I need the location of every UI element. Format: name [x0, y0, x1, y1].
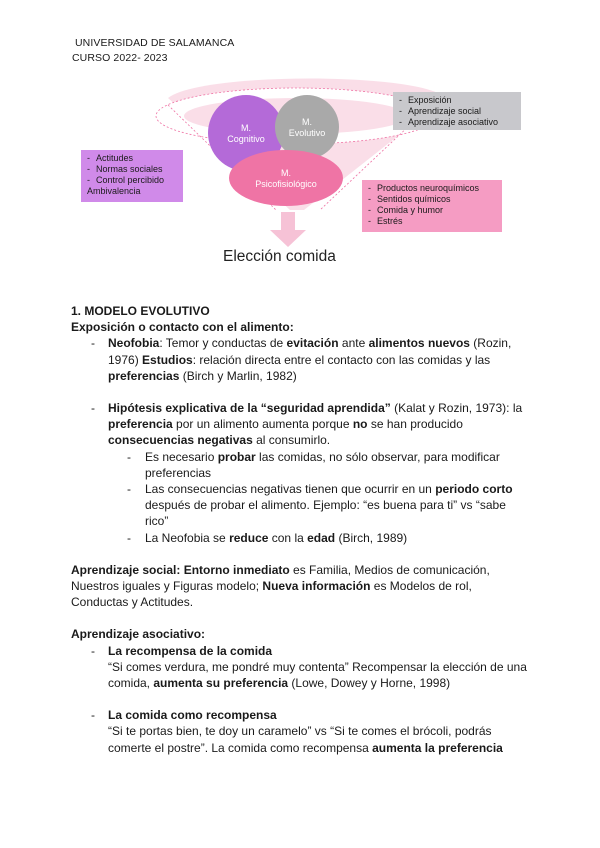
label-evolutivo [277, 117, 337, 139]
label-evolutivo-line2: Evolutivo [288, 128, 326, 138]
text: es Familia, Medios de comunicación, Nuestros iguales y Figuras modelo; [71, 562, 490, 594]
text: : relación directa entre el contacto con las comidas y las [192, 352, 491, 367]
text: “Si te portas bien, te doy un caramelo” vs “Si te comes el brócoli, podrás comerte el postre”. La comida como recompensa [108, 724, 492, 755]
sub-bullet-probar [71, 449, 531, 481]
sub-bullet-edad [71, 530, 531, 546]
bold-text: Estudios [142, 352, 193, 367]
left-item-continuation: Ambivalencia [87, 186, 141, 196]
label-cognitivo-line1: M. [241, 123, 251, 133]
bullet-body [108, 659, 531, 691]
text: con la [268, 530, 308, 545]
bullet-dash: - [127, 530, 131, 545]
section-title: 1. MODELO EVOLUTIVO [71, 304, 210, 318]
bold-text: consecuencias negativas [108, 433, 253, 448]
bold-text: Nueva información [262, 579, 371, 594]
label-evolutivo-line1: M. [302, 117, 312, 127]
bullet-recompensa-comida [71, 643, 531, 692]
university-name: UNIVERSIDAD DE SALAMANCA [75, 37, 235, 49]
right-bottom-item: - Productos neuroquímicos [368, 183, 498, 194]
bold-text: periodo corto [435, 482, 513, 497]
bullet-dash: - [91, 401, 95, 416]
bullet-dash: - [91, 708, 95, 723]
label-psico-line2: Psicofisiológico [255, 179, 317, 189]
bullet-dash: - [91, 336, 95, 351]
bullet-dash: - [127, 449, 131, 464]
right-bottom-item: - Estrés [368, 216, 498, 227]
bullet-title: La comida como recompensa [108, 708, 277, 723]
bold-text: aumenta su preferencia [153, 676, 289, 691]
sub-bullet-periodo [71, 481, 531, 530]
neofobia-term: Neofobia [108, 336, 160, 351]
label-psico-line1: M. [281, 168, 291, 178]
factors-box-right-bottom [362, 180, 502, 232]
text: (Rozin, 1976) [108, 336, 512, 367]
text: (Kalat y Rozin, 1973): la [390, 401, 523, 416]
bold-text: evitación [286, 336, 339, 351]
left-item: - Control percibido [87, 175, 179, 186]
text: se han producido [367, 417, 463, 432]
bold-text: edad [307, 530, 336, 545]
bold-text: preferencias [108, 368, 180, 383]
arrow-stem [281, 212, 295, 230]
text: por un alimento aumenta porque [172, 417, 353, 432]
bullet-title: La recompensa de la comida [108, 643, 273, 658]
text: es Modelos de rol, Conductas y Actitudes. [71, 579, 472, 610]
bold-text: preferencia [108, 417, 173, 432]
right-top-item: - Exposición [399, 95, 517, 106]
text: Es necesario [145, 449, 218, 464]
text: (Birch y Marlin, 1982) [179, 368, 297, 383]
bullet-neofobia [71, 335, 531, 384]
bold-text: alimentos nuevos [368, 336, 470, 351]
document-body [71, 303, 531, 756]
arrow-head [270, 230, 306, 247]
text: “Si comes verdura, me pondré muy contenta” Recompensar la elección de una comida, [108, 659, 527, 691]
asociativo-title: Aprendizaje asociativo: [71, 627, 206, 642]
right-bottom-item: - Comida y humor [368, 205, 498, 216]
bold-text: aumenta la preferencia [372, 740, 503, 755]
text: Las consecuencias negativas tienen que ocurrir en un [145, 482, 436, 497]
right-top-item: - Aprendizaje social [399, 106, 517, 117]
section-subtitle: Exposición o contacto con el alimento: [71, 320, 294, 335]
bullet-body [108, 723, 531, 755]
label-cognitivo-line2: Cognitivo [227, 134, 265, 144]
text: La Neofobia se [145, 530, 230, 545]
bold-text: Aprendizaje social: Entorno inmediato [71, 562, 290, 577]
paragraph-social [71, 562, 531, 611]
factors-box-right-top [393, 92, 521, 130]
bullet-hipotesis [71, 400, 531, 449]
label-cognitivo [216, 123, 276, 145]
course-label: CURSO 2022- 2023 [72, 52, 168, 64]
text: (Lowe, Dowey y Horne, 1998) [288, 676, 451, 691]
text: (Birch, 1989) [335, 530, 408, 545]
label-psicofisiologico [240, 168, 332, 190]
bullet-comida-recompensa [71, 707, 531, 756]
bullet-dash: - [127, 482, 131, 497]
bold-text: probar [217, 449, 256, 464]
right-bottom-item: - Sentidos químicos [368, 194, 498, 205]
text: al consumirlo. [252, 433, 331, 448]
bold-text: reduce [229, 530, 269, 545]
factors-box-left [81, 150, 183, 202]
text: después de probar el alimento. Ejemplo: “es buena para ti” vs “sabe rico” [145, 498, 506, 529]
text: las comidas, no sólo observar, para modificar preferencias [145, 449, 500, 480]
right-top-item: - Aprendizaje asociativo [399, 117, 517, 128]
diagram-result: Elección comida [223, 248, 336, 265]
bold-text: no [352, 417, 368, 432]
neofobia-text: : Temor y conductas de [159, 336, 287, 351]
hipotesis-term: Hipótesis explicativa de la “seguridad aprendida” [108, 401, 391, 416]
left-item: - Normas sociales [87, 164, 179, 175]
bullet-dash: - [91, 643, 95, 658]
text: ante [338, 336, 369, 351]
left-item: - Actitudes [87, 153, 179, 164]
